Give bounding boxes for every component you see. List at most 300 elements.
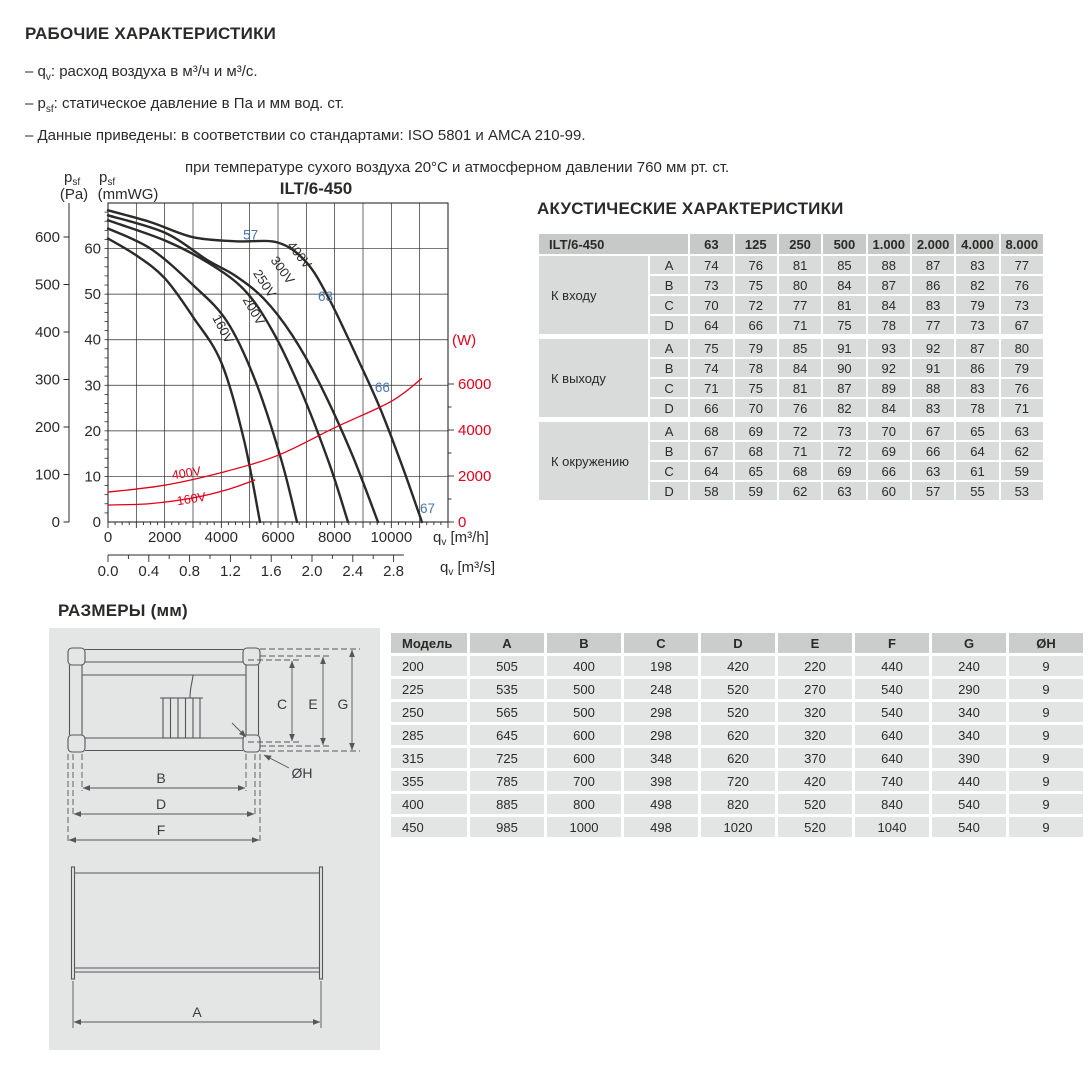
sound-level-label-66: 66 <box>374 380 390 396</box>
acoustic-value-cell: 74 <box>690 256 732 274</box>
hole-leader-arrow <box>264 755 289 768</box>
mmwg-axis-title: $p_{sf}$ <box>99 169 116 188</box>
acoustic-header-row <box>539 234 1043 254</box>
mmwg-tick-label: 50 <box>84 286 101 304</box>
note-pressure <box>25 91 845 123</box>
pa-tick-label: 600 <box>34 229 60 246</box>
sound-level-label-63: 63 <box>317 288 333 304</box>
dimension-value-cell: 1020 <box>701 817 775 837</box>
acoustic-value-cell: 77 <box>1001 256 1043 274</box>
acoustic-value-cell: 88 <box>912 379 954 397</box>
acoustic-value-cell: 93 <box>868 339 910 357</box>
acoustic-value-cell: 57 <box>912 482 954 500</box>
dimension-value-cell: 785 <box>470 771 544 791</box>
pa-tick-label: 200 <box>34 419 60 436</box>
acoustic-value-cell: 70 <box>735 399 777 417</box>
row-key-cell: D <box>650 316 688 334</box>
corner-block <box>68 735 85 752</box>
acoustic-value-cell: 84 <box>868 296 910 314</box>
note-text: – Данные приведены: <box>25 127 177 144</box>
note-text: : расход воздуха в м³/ч и м³/с. <box>50 63 258 80</box>
acoustic-value-cell: 76 <box>779 399 821 417</box>
acoustic-value-cell: 88 <box>868 256 910 274</box>
curve-label-400V: 400V <box>284 238 315 272</box>
watt-tick-label: 6000 <box>458 376 492 393</box>
dimension-value-cell: 420 <box>778 771 852 791</box>
acoustic-value-cell: 72 <box>779 422 821 440</box>
acoustic-value-cell: 62 <box>1001 442 1043 460</box>
x-tick-label: 10000 <box>370 529 413 546</box>
mmwg-tick-label: 60 <box>84 240 101 258</box>
curve-label-160V: 160V <box>209 312 237 346</box>
x-tick-label: 0 <box>103 529 113 546</box>
dimension-header: Модель <box>391 633 467 653</box>
dimension-value-cell: 520 <box>778 794 852 814</box>
acoustic-value-cell: 72 <box>823 442 865 460</box>
acoustic-value-cell: 72 <box>735 296 777 314</box>
dimension-value-cell: 440 <box>855 656 929 676</box>
acoustic-value-cell: 80 <box>779 276 821 294</box>
dimension-value-cell: 985 <box>470 817 544 837</box>
pa-axis-title-unit: (Pa) <box>59 186 89 203</box>
dimensions-title: РАЗМЕРЫ (мм) <box>58 601 188 620</box>
performance-title: РАБОЧИЕ ХАРАКТЕРИСТИКИ <box>25 24 277 43</box>
dim-label-H: ØH <box>291 765 313 781</box>
dimension-value-cell: 9 <box>1009 725 1083 745</box>
dimension-value-cell: 535 <box>470 679 544 699</box>
chart-title: ILT/6-450 <box>279 179 353 198</box>
acoustic-value-cell: 81 <box>779 256 821 274</box>
acoustic-value-cell: 71 <box>1001 399 1043 417</box>
curve-label-200V: 200V <box>239 293 268 328</box>
dimension-value-cell: 298 <box>624 702 698 722</box>
acoustic-value-cell: 84 <box>868 399 910 417</box>
dim-label-E: E <box>308 696 318 712</box>
acoustic-value-cell: 76 <box>1001 276 1043 294</box>
dimension-value-cell: 9 <box>1009 656 1083 676</box>
dimension-value-cell: 640 <box>855 748 929 768</box>
acoustic-section <box>537 199 1049 502</box>
model-cell: 355 <box>391 771 467 791</box>
acoustic-value-cell: 92 <box>912 339 954 357</box>
dimension-value-cell: 520 <box>778 817 852 837</box>
dimension-value-cell: 500 <box>547 679 621 699</box>
dimensions-row <box>391 748 1083 768</box>
dimension-value-cell: 400 <box>547 656 621 676</box>
dim-label-B: B <box>156 770 166 786</box>
chart-grid <box>108 203 448 522</box>
dimensions-table <box>388 630 1086 840</box>
x2-tick-label: 2.0 <box>301 563 323 580</box>
dimension-value-cell: 498 <box>624 817 698 837</box>
row-key-cell: B <box>650 359 688 377</box>
acoustic-value-cell: 78 <box>956 399 998 417</box>
acoustic-value-cell: 86 <box>956 359 998 377</box>
dimension-value-cell: 520 <box>701 679 775 699</box>
acoustic-value-cell: 76 <box>735 256 777 274</box>
dimension-value-cell: 740 <box>855 771 929 791</box>
dimension-value-cell: 540 <box>855 679 929 699</box>
dimensions-header-row <box>391 633 1083 653</box>
dimension-value-cell: 398 <box>624 771 698 791</box>
acoustic-value-cell: 76 <box>1001 379 1043 397</box>
dimension-value-cell: 420 <box>701 656 775 676</box>
acoustic-value-cell: 63 <box>912 462 954 480</box>
acoustic-value-cell: 79 <box>1001 359 1043 377</box>
acoustic-value-cell: 64 <box>956 442 998 460</box>
fan-side-view <box>72 867 323 979</box>
dimension-value-cell: 270 <box>778 679 852 699</box>
row-key-cell: C <box>650 379 688 397</box>
dimension-value-cell: 240 <box>932 656 1006 676</box>
pressure-curve-300V <box>108 215 378 522</box>
x2-tick-label: 1.2 <box>219 563 241 580</box>
note-text: в соответствии со стандартами: ISO 5801 и AMCA 210-99. <box>176 127 586 144</box>
acoustic-value-cell: 82 <box>956 276 998 294</box>
row-key-cell: C <box>650 296 688 314</box>
mmwg-tick-label: 40 <box>84 331 101 349</box>
pressure-curve-400V <box>108 210 422 522</box>
x2-tick-label: 0.8 <box>179 563 201 580</box>
note-text: – p <box>25 95 46 112</box>
acoustic-value-cell: 67 <box>912 422 954 440</box>
dimension-value-cell: 1040 <box>855 817 929 837</box>
x-tick-label: 4000 <box>204 529 239 546</box>
curve-label-250V: 250V <box>250 266 280 301</box>
acoustic-row <box>539 256 1043 274</box>
frequency-header: 250 <box>779 234 821 254</box>
acoustic-value-cell: 73 <box>823 422 865 440</box>
acoustic-value-cell: 66 <box>735 316 777 334</box>
dimension-value-cell: 820 <box>701 794 775 814</box>
acoustic-value-cell: 68 <box>779 462 821 480</box>
corner-block <box>243 648 260 665</box>
acoustic-value-cell: 78 <box>735 359 777 377</box>
x-tick-label: 6000 <box>261 529 295 546</box>
note-subscript: v <box>45 72 51 83</box>
dimension-value-cell: 9 <box>1009 702 1083 722</box>
row-key-cell: A <box>650 422 688 440</box>
dimension-value-cell: 9 <box>1009 771 1083 791</box>
dimensions-row <box>391 679 1083 699</box>
power-curve-label-400V: 400V <box>170 464 202 483</box>
dimension-value-cell: 348 <box>624 748 698 768</box>
acoustic-value-cell: 68 <box>690 422 732 440</box>
fan-front-view <box>68 648 260 752</box>
dimension-value-cell: 220 <box>778 656 852 676</box>
acoustic-row <box>539 422 1043 440</box>
row-key-cell: D <box>650 482 688 500</box>
acoustic-row <box>539 339 1043 357</box>
acoustic-value-cell: 69 <box>868 442 910 460</box>
acoustic-value-cell: 59 <box>735 482 777 500</box>
frequency-header: 500 <box>823 234 865 254</box>
acoustic-value-cell: 79 <box>735 339 777 357</box>
dimension-value-cell: 840 <box>855 794 929 814</box>
model-cell: 400 <box>391 794 467 814</box>
acoustic-value-cell: 87 <box>956 339 998 357</box>
acoustic-value-cell: 67 <box>1001 316 1043 334</box>
dimension-header: C <box>624 633 698 653</box>
acoustic-group-label: К входу <box>539 256 648 334</box>
corner-pointer-arrow <box>232 723 246 737</box>
dimensions-row <box>391 725 1083 745</box>
power-curve-label-160V: 160V <box>175 489 207 509</box>
acoustic-value-cell: 77 <box>912 316 954 334</box>
dimension-drawing-panel <box>49 628 380 1050</box>
acoustic-value-cell: 74 <box>690 359 732 377</box>
dimension-value-cell: 700 <box>547 771 621 791</box>
acoustic-value-cell: 53 <box>1001 482 1043 500</box>
acoustic-value-cell: 70 <box>868 422 910 440</box>
acoustic-value-cell: 81 <box>823 296 865 314</box>
acoustic-value-cell: 84 <box>779 359 821 377</box>
pa-tick-label: 500 <box>34 276 60 294</box>
model-cell: 285 <box>391 725 467 745</box>
note-subscript: sf <box>45 104 54 115</box>
model-cell: 250 <box>391 702 467 722</box>
acoustic-value-cell: 83 <box>912 399 954 417</box>
model-cell: 200 <box>391 656 467 676</box>
acoustic-value-cell: 71 <box>779 316 821 334</box>
dimension-header: D <box>701 633 775 653</box>
dimension-value-cell: 565 <box>470 702 544 722</box>
acoustic-value-cell: 83 <box>956 256 998 274</box>
acoustic-model-header: ILT/6-450 <box>539 234 688 254</box>
dimension-value-cell: 620 <box>701 725 775 745</box>
x2-tick-label: 2.8 <box>383 563 405 580</box>
dimension-value-cell: 320 <box>778 725 852 745</box>
curve-label-300V: 300V <box>267 253 298 287</box>
acoustic-value-cell: 63 <box>1001 422 1043 440</box>
dimension-value-cell: 640 <box>855 725 929 745</box>
acoustic-value-cell: 63 <box>823 482 865 500</box>
dimension-header: ØH <box>1009 633 1083 653</box>
flow-axis-m3h <box>108 522 448 528</box>
acoustic-value-cell: 84 <box>823 276 865 294</box>
performance-chart <box>0 155 512 587</box>
note-text: при температуре сухого воздуха 20°С и атмосферном давлении 760 мм рт. ст. <box>185 159 730 176</box>
dimension-header: B <box>547 633 621 653</box>
row-key-cell: D <box>650 399 688 417</box>
acoustic-value-cell: 75 <box>690 339 732 357</box>
watt-tick-label: 4000 <box>458 422 492 439</box>
acoustic-value-cell: 73 <box>1001 296 1043 314</box>
acoustic-value-cell: 87 <box>823 379 865 397</box>
acoustic-group-label: К выходу <box>539 339 648 417</box>
model-cell: 450 <box>391 817 467 837</box>
row-key-cell: B <box>650 276 688 294</box>
acoustic-value-cell: 75 <box>823 316 865 334</box>
pa-tick-label: 300 <box>34 371 60 389</box>
dimension-header: E <box>778 633 852 653</box>
note-text: – q <box>25 63 46 80</box>
flow-axis-label-m3s: $q_v$ [m³/s] <box>440 559 496 578</box>
watt-axis-title: (W) <box>452 332 477 349</box>
pa-axis <box>64 203 70 522</box>
acoustic-value-cell: 86 <box>912 276 954 294</box>
acoustic-value-cell: 81 <box>779 379 821 397</box>
pa-tick-label: 0 <box>51 514 60 531</box>
acoustic-value-cell: 83 <box>956 379 998 397</box>
acoustic-value-cell: 90 <box>823 359 865 377</box>
row-key-cell: B <box>650 442 688 460</box>
dim-label-F: F <box>156 822 166 838</box>
acoustic-value-cell: 78 <box>868 316 910 334</box>
acoustic-value-cell: 79 <box>956 296 998 314</box>
acoustic-value-cell: 70 <box>690 296 732 314</box>
acoustic-value-cell: 64 <box>690 462 732 480</box>
dimension-value-cell: 198 <box>624 656 698 676</box>
acoustic-group-label: К окружению <box>539 422 648 500</box>
acoustic-value-cell: 61 <box>956 462 998 480</box>
flow-axis-label-m3h: $q_v$ [m³/h] <box>433 529 489 548</box>
acoustic-value-cell: 68 <box>735 442 777 460</box>
x-tick-label: 2000 <box>147 529 182 546</box>
acoustic-value-cell: 58 <box>690 482 732 500</box>
dimension-value-cell: 9 <box>1009 748 1083 768</box>
mmwg-axis-title-unit: (mmWG) <box>97 186 159 203</box>
flow-axis-m3s <box>108 555 404 562</box>
dimension-value-cell: 500 <box>547 702 621 722</box>
acoustic-value-cell: 89 <box>868 379 910 397</box>
acoustic-value-cell: 85 <box>823 256 865 274</box>
acoustic-value-cell: 77 <box>779 296 821 314</box>
x-tick-label: 8000 <box>317 529 352 546</box>
dimension-drawing <box>49 628 380 1050</box>
acoustic-value-cell: 69 <box>823 462 865 480</box>
dimension-lines <box>68 649 360 843</box>
corner-block <box>243 735 260 752</box>
acoustic-value-cell: 66 <box>868 462 910 480</box>
acoustic-value-cell: 80 <box>1001 339 1043 357</box>
acoustic-value-cell: 91 <box>823 339 865 357</box>
row-key-cell: A <box>650 339 688 357</box>
mmwg-tick-label: 30 <box>84 377 101 395</box>
frequency-header: 125 <box>735 234 777 254</box>
acoustic-value-cell: 64 <box>690 316 732 334</box>
x2-tick-label: 0.0 <box>97 563 119 580</box>
acoustic-title: АКУСТИЧЕСКИЕ ХАРАКТЕРИСТИКИ <box>537 199 844 218</box>
x2-tick-label: 2.4 <box>342 563 364 580</box>
frequency-header: 8.000 <box>1001 234 1043 254</box>
acoustic-value-cell: 87 <box>868 276 910 294</box>
dimension-value-cell: 600 <box>547 748 621 768</box>
watt-axis <box>448 384 454 522</box>
dimension-value-cell: 440 <box>932 771 1006 791</box>
dimension-value-cell: 540 <box>855 702 929 722</box>
frequency-header: 1.000 <box>868 234 910 254</box>
note-airflow <box>25 59 845 91</box>
dimension-header: G <box>932 633 1006 653</box>
note-standards <box>25 123 845 155</box>
frequency-header: 63 <box>690 234 732 254</box>
acoustic-value-cell: 73 <box>690 276 732 294</box>
dimension-value-cell: 645 <box>470 725 544 745</box>
acoustic-value-cell: 75 <box>735 379 777 397</box>
pa-tick-label: 400 <box>34 324 60 341</box>
watt-tick-label: 2000 <box>458 468 492 485</box>
acoustic-value-cell: 66 <box>912 442 954 460</box>
mmwg-tick-label: 10 <box>84 468 101 486</box>
acoustic-value-cell: 59 <box>1001 462 1043 480</box>
dimension-value-cell: 720 <box>701 771 775 791</box>
dimensions-row <box>391 702 1083 722</box>
dimensions-row <box>391 771 1083 791</box>
dimension-value-cell: 9 <box>1009 817 1083 837</box>
dim-label-D: D <box>155 796 167 812</box>
corner-block <box>68 648 85 665</box>
motor <box>160 675 203 738</box>
dimension-value-cell: 540 <box>932 817 1006 837</box>
dimension-value-cell: 498 <box>624 794 698 814</box>
mmwg-tick-label: 20 <box>84 422 101 440</box>
row-key-cell: A <box>650 256 688 274</box>
model-cell: 315 <box>391 748 467 768</box>
acoustic-value-cell: 91 <box>912 359 954 377</box>
acoustic-value-cell: 92 <box>868 359 910 377</box>
dimension-value-cell: 9 <box>1009 679 1083 699</box>
acoustic-value-cell: 65 <box>956 422 998 440</box>
acoustic-value-cell: 71 <box>690 379 732 397</box>
dim-label-C: C <box>276 696 288 712</box>
x2-tick-label: 1.6 <box>260 563 282 580</box>
pa-axis-title: $p_{sf}$ <box>64 169 81 188</box>
pa-tick-label: 100 <box>34 466 60 484</box>
dimension-value-cell: 340 <box>932 725 1006 745</box>
acoustic-value-cell: 75 <box>735 276 777 294</box>
dimension-value-cell: 390 <box>932 748 1006 768</box>
dimension-value-cell: 340 <box>932 702 1006 722</box>
frequency-header: 4.000 <box>956 234 998 254</box>
dimension-value-cell: 370 <box>778 748 852 768</box>
acoustic-value-cell: 62 <box>779 482 821 500</box>
acoustic-value-cell: 71 <box>779 442 821 460</box>
dimension-value-cell: 9 <box>1009 794 1083 814</box>
dimension-value-cell: 248 <box>624 679 698 699</box>
group-gap <box>539 336 1043 337</box>
acoustic-value-cell: 66 <box>690 399 732 417</box>
watt-tick-label: 0 <box>458 514 467 531</box>
acoustic-value-cell: 67 <box>690 442 732 460</box>
dimensions-row <box>391 794 1083 814</box>
sound-level-label-57: 57 <box>243 227 259 243</box>
dim-label-A: A <box>192 1004 202 1020</box>
dimension-value-cell: 620 <box>701 748 775 768</box>
dimension-value-cell: 320 <box>778 702 852 722</box>
dim-label-G: G <box>337 696 349 712</box>
acoustic-table <box>537 232 1045 502</box>
mmwg-tick-label: 0 <box>92 514 101 531</box>
acoustic-value-cell: 55 <box>956 482 998 500</box>
acoustic-value-cell: 87 <box>912 256 954 274</box>
dimensions-row <box>391 656 1083 676</box>
frequency-header: 2.000 <box>912 234 954 254</box>
dimension-value-cell: 1000 <box>547 817 621 837</box>
acoustic-value-cell: 83 <box>912 296 954 314</box>
model-cell: 225 <box>391 679 467 699</box>
acoustic-value-cell: 85 <box>779 339 821 357</box>
dimension-header: A <box>470 633 544 653</box>
dimension-value-cell: 885 <box>470 794 544 814</box>
acoustic-value-cell: 69 <box>735 422 777 440</box>
dimension-header: F <box>855 633 929 653</box>
dimensions-row <box>391 817 1083 837</box>
acoustic-value-cell: 82 <box>823 399 865 417</box>
dimension-value-cell: 725 <box>470 748 544 768</box>
group-gap <box>539 419 1043 420</box>
acoustic-value-cell: 73 <box>956 316 998 334</box>
